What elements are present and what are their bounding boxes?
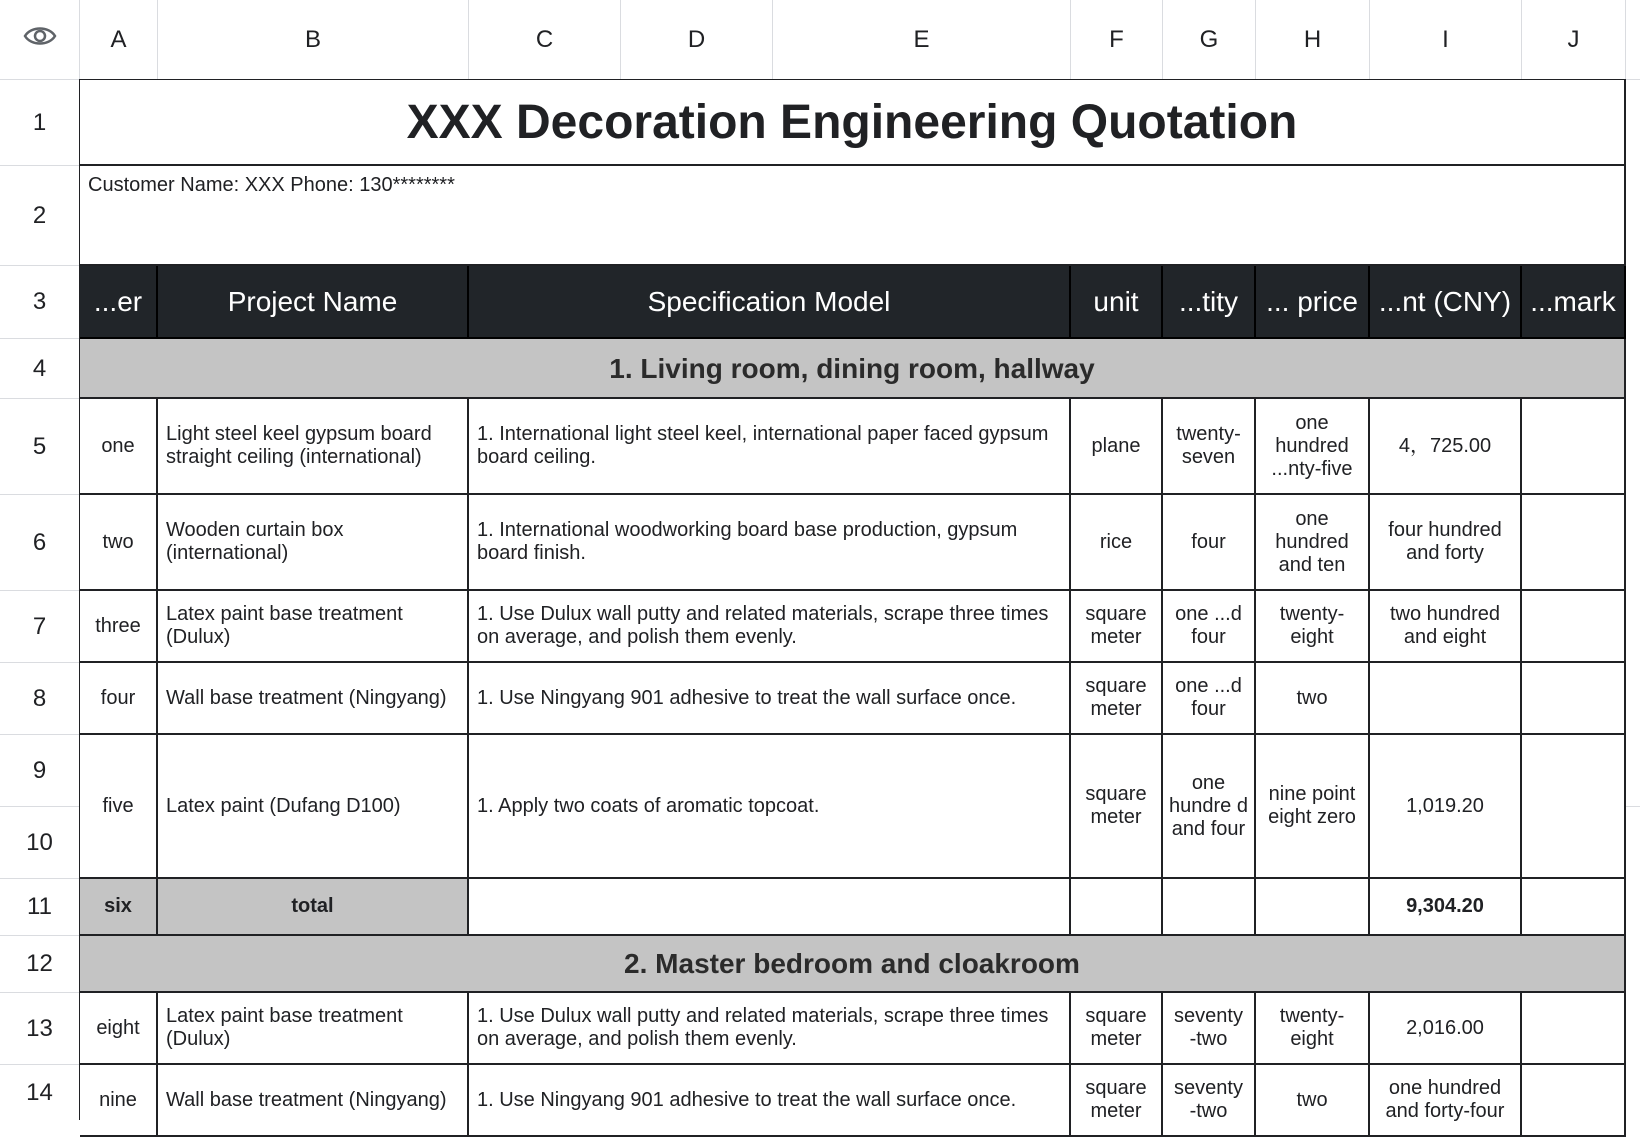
row-header-10[interactable]: 10 [0,807,80,879]
item-specification[interactable]: 1. Use Dulux wall putty and related materials, scrape three times on average, and polish them evenly. [469,591,1071,663]
item-amount[interactable]: 1,019.20 [1370,735,1522,879]
item-remark[interactable] [1522,591,1626,663]
item-number[interactable]: one [80,399,158,495]
item-specification[interactable]: 1. International light steel keel, international paper faced gypsum board ceiling. [469,399,1071,495]
row-header-2[interactable]: 2 [0,166,80,266]
total-specification[interactable] [469,879,1071,936]
total-unit-price[interactable] [1256,879,1370,936]
header-unit-price[interactable]: ... price [1256,266,1370,339]
item-number[interactable]: nine [80,1065,158,1137]
row-header-4[interactable]: 4 [0,339,80,399]
item-quantity[interactable]: four [1163,495,1256,591]
header-number[interactable]: ...er [80,266,158,339]
item-quantity[interactable]: one ...d four [1163,663,1256,735]
item-unit-price[interactable]: twenty-eight [1256,591,1370,663]
select-all-corner[interactable] [0,0,80,80]
column-header-overflow [1626,0,1640,80]
item-unit[interactable]: square meter [1071,735,1163,879]
item-remark[interactable] [1522,495,1626,591]
item-unit[interactable]: square meter [1071,993,1163,1065]
row-header-8[interactable]: 8 [0,663,80,735]
item-remark[interactable] [1522,399,1626,495]
section-heading[interactable]: 2. Master bedroom and cloakroom [80,936,1626,993]
row-header-6[interactable]: 6 [0,495,80,591]
item-unit[interactable]: square meter [1071,591,1163,663]
row-header-12[interactable]: 12 [0,936,80,993]
item-quantity[interactable]: seventy -two [1163,1065,1256,1137]
item-project-name[interactable]: Wall base treatment (Ningyang) [158,663,469,735]
item-number[interactable]: four [80,663,158,735]
item-unit-price[interactable]: two [1256,1065,1370,1137]
item-quantity[interactable]: twenty-seven [1163,399,1256,495]
item-project-name[interactable]: Wooden curtain box (international) [158,495,469,591]
column-header-c[interactable]: C [469,0,621,80]
item-quantity[interactable]: one ...d four [1163,591,1256,663]
item-unit[interactable]: square meter [1071,1065,1163,1137]
header-quantity[interactable]: ...tity [1163,266,1256,339]
gridline [1626,806,1640,807]
item-remark[interactable] [1522,663,1626,735]
total-amount[interactable]: 9,304.20 [1370,879,1522,936]
item-project-name[interactable]: Latex paint base treatment (Dulux) [158,591,469,663]
item-specification[interactable]: 1. Apply two coats of aromatic topcoat. [469,735,1071,879]
section-heading[interactable]: 1. Living room, dining room, hallway [80,339,1626,399]
row-header-13[interactable]: 13 [0,993,80,1065]
header-unit[interactable]: unit [1071,266,1163,339]
item-project-name[interactable]: Light steel keel gypsum board straight ceiling (international) [158,399,469,495]
item-quantity[interactable]: one hundre d and four [1163,735,1256,879]
column-header-g[interactable]: G [1163,0,1256,80]
total-number[interactable]: six [80,879,158,936]
item-unit-price[interactable]: one hundred ...nty-five [1256,399,1370,495]
row-header-1[interactable]: 1 [0,80,80,166]
row-header-7[interactable]: 7 [0,591,80,663]
customer-info[interactable]: Customer Name: XXX Phone: 130******** [80,166,1626,266]
item-number[interactable]: three [80,591,158,663]
item-amount[interactable]: 2,016.00 [1370,993,1522,1065]
column-header-d[interactable]: D [621,0,773,80]
item-remark[interactable] [1522,735,1626,879]
item-amount[interactable] [1370,663,1522,735]
quotation-title[interactable]: XXX Decoration Engineering Quotation [80,80,1626,166]
item-number[interactable]: two [80,495,158,591]
row-header-14[interactable]: 14 [0,1065,80,1120]
column-header-i[interactable]: I [1370,0,1522,80]
item-quantity[interactable]: seventy -two [1163,993,1256,1065]
row-header-3[interactable]: 3 [0,266,80,339]
total-label[interactable]: total [158,879,469,936]
row-header-5[interactable]: 5 [0,399,80,495]
row-header-9[interactable]: 9 [0,735,80,807]
header-remark[interactable]: ...mark [1522,266,1626,339]
column-header-h[interactable]: H [1256,0,1370,80]
item-number[interactable]: five [80,735,158,879]
column-header-f[interactable]: F [1071,0,1163,80]
item-unit-price[interactable]: twenty-eight [1256,993,1370,1065]
item-unit-price[interactable]: two [1256,663,1370,735]
item-specification[interactable]: 1. Use Ningyang 901 adhesive to treat the wall surface once. [469,663,1071,735]
column-header-a[interactable]: A [80,0,158,80]
item-specification[interactable]: 1. Use Ningyang 901 adhesive to treat the wall surface once. [469,1065,1071,1137]
item-project-name[interactable]: Latex paint (Dufang D100) [158,735,469,879]
item-project-name[interactable]: Latex paint base treatment (Dulux) [158,993,469,1065]
item-specification[interactable]: 1. Use Dulux wall putty and related materials, scrape three times on average, and polish them evenly. [469,993,1071,1065]
item-unit-price[interactable]: one hundred and ten [1256,495,1370,591]
header-project-name[interactable]: Project Name [158,266,469,339]
total-remark[interactable] [1522,879,1626,936]
eye-icon[interactable] [23,24,57,55]
item-specification[interactable]: 1. International woodworking board base production, gypsum board finish. [469,495,1071,591]
item-remark[interactable] [1522,993,1626,1065]
item-amount[interactable]: two hundred and eight [1370,591,1522,663]
total-unit[interactable] [1071,879,1163,936]
item-amount[interactable]: four hundred and forty [1370,495,1522,591]
item-unit[interactable]: square meter [1071,663,1163,735]
total-quantity[interactable] [1163,879,1256,936]
header-specification[interactable]: Specification Model [469,266,1071,339]
item-unit[interactable]: rice [1071,495,1163,591]
column-header-j[interactable]: J [1522,0,1626,80]
item-number[interactable]: eight [80,993,158,1065]
item-unit-price[interactable]: nine point eight zero [1256,735,1370,879]
row-header-11[interactable]: 11 [0,879,80,936]
item-amount[interactable]: 4，725.00 [1370,399,1522,495]
header-amount[interactable]: ...nt (CNY) [1370,266,1522,339]
item-remark[interactable] [1522,1065,1626,1137]
item-amount[interactable]: one hundred and forty-four [1370,1065,1522,1137]
column-header-b[interactable]: B [158,0,469,80]
column-header-e[interactable]: E [773,0,1071,80]
item-unit[interactable]: plane [1071,399,1163,495]
item-project-name[interactable]: Wall base treatment (Ningyang) [158,1065,469,1137]
